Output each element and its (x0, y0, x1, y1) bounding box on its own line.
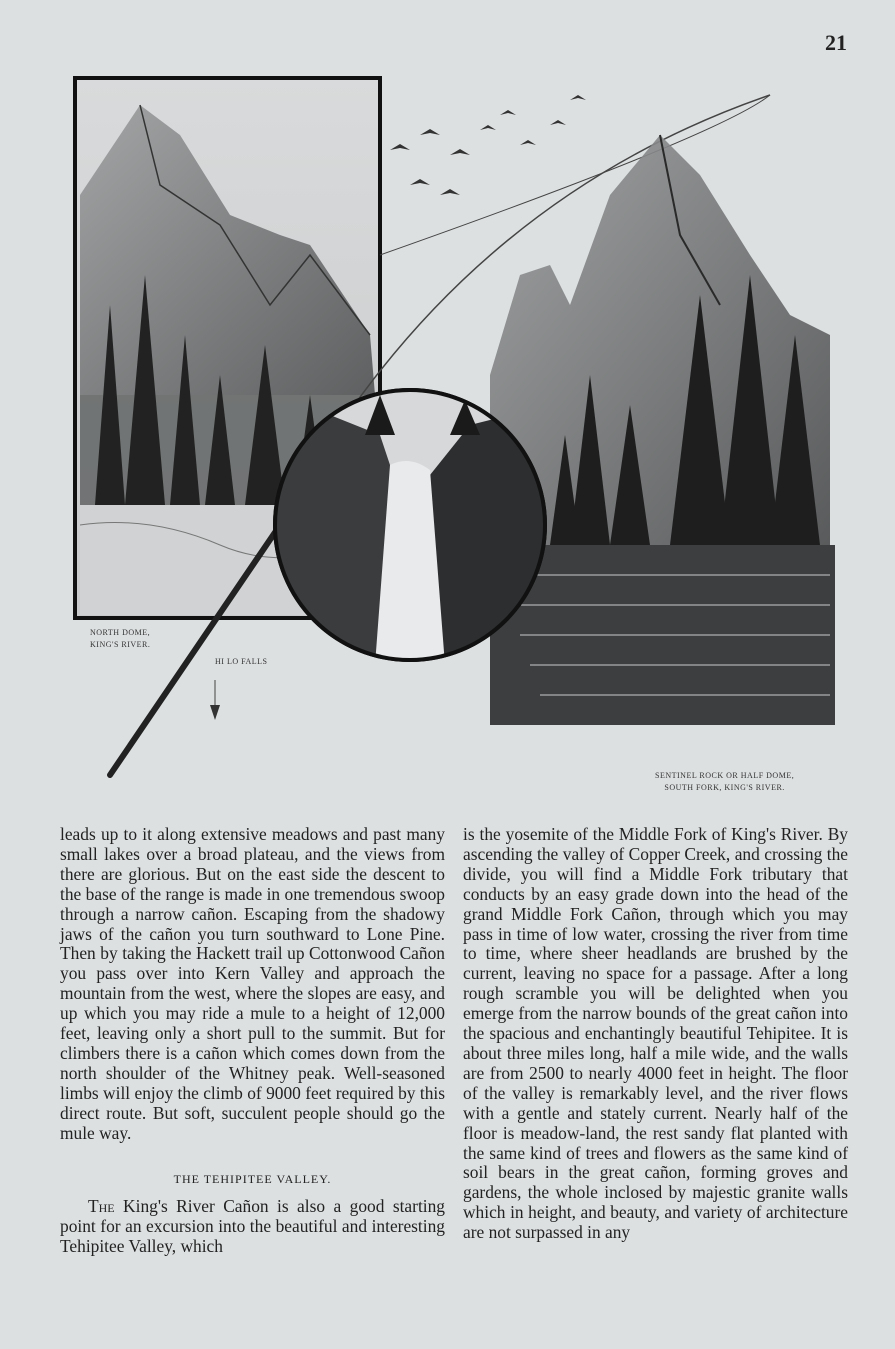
caption-sentinel-rock (655, 770, 794, 794)
body-paragraph: is the yosemite of the Middle Fork of King's River. By ascending the valley of Copper Creek, and crossing the divide, you will find a Middle Fork tributary that conducts by an easy grade down into the head of the grand Middle Fork Cañon, through which you may pass in time of low water, crossing the river from time to time, where sheer headlands are brushed by the current, leaving no space for a passage. After a long rough scramble you will be delighted when you emerge from the narrow bounds of the great cañon into the spacious and enchantingly beautiful Tehipitee. It is about three miles long, half a mile wide, and the walls are from 2500 to nearly 4000 feet in height. The floor of the valley is remarkably level, and the river flows with a gentle and stately current. Nearly half of the floor is meadow-land, the rest sandy flat planted with the same kind of trees and flowers as the same kind of soil bears in the great cañon, forming groves and gardens, the whole inclosed by majestic granite walls which in height, and beauty, and variety of architecture are not surpassed in any (463, 824, 848, 1243)
paragraph-text: King's River Cañon is also a good starting point for an excursion into the beautiful and interesting Tehipitee Valley, which (60, 1196, 445, 1257)
caption-line: SENTINEL ROCK OR HALF DOME, (655, 771, 795, 780)
birds (390, 95, 586, 195)
caption-falls: HI LO FALLS (215, 657, 268, 666)
caption-line: KING'S RIVER. (90, 640, 151, 649)
body-paragraph: leads up to it along extensive meadows and past many small lakes over a broad plateau, and the views from there are glorious. But on the east side the descent to the base of the range is made in one tremendous swoop through a narrow cañon. Escaping from the shadowy jaws of the cañon you turn southward to Lone Pine. Then by taking the Hackett trail up Cottonwood Cañon you pass over into Kern Valley and approach the mountain from the west, where the slopes are easy, and up which you may ride a mule to a height of 12,000 feet, leaving only a short pull to the summit. But for climbers there is a cañon which comes down from the north shoulder of the Whitney peak. Well-seasoned limbs will enjoy the climb of 9000 feet required by this direct route. But soft, succulent people should go the mule way. (60, 824, 445, 1143)
lead-word: The (88, 1196, 115, 1217)
caption-line: NORTH DOME, (90, 628, 151, 637)
caption-line: SOUTH FORK, KING'S RIVER. (664, 783, 785, 792)
right-column (463, 825, 848, 1243)
body-paragraph (60, 1197, 445, 1257)
engraving-illustration (70, 75, 840, 795)
left-column (60, 825, 445, 1257)
page-number: 21 (825, 30, 847, 55)
caption-north-dome (90, 627, 150, 651)
section-heading: THE TEHIPITEE VALLEY. (173, 1171, 332, 1186)
sentinel-rock-scene (490, 135, 835, 725)
